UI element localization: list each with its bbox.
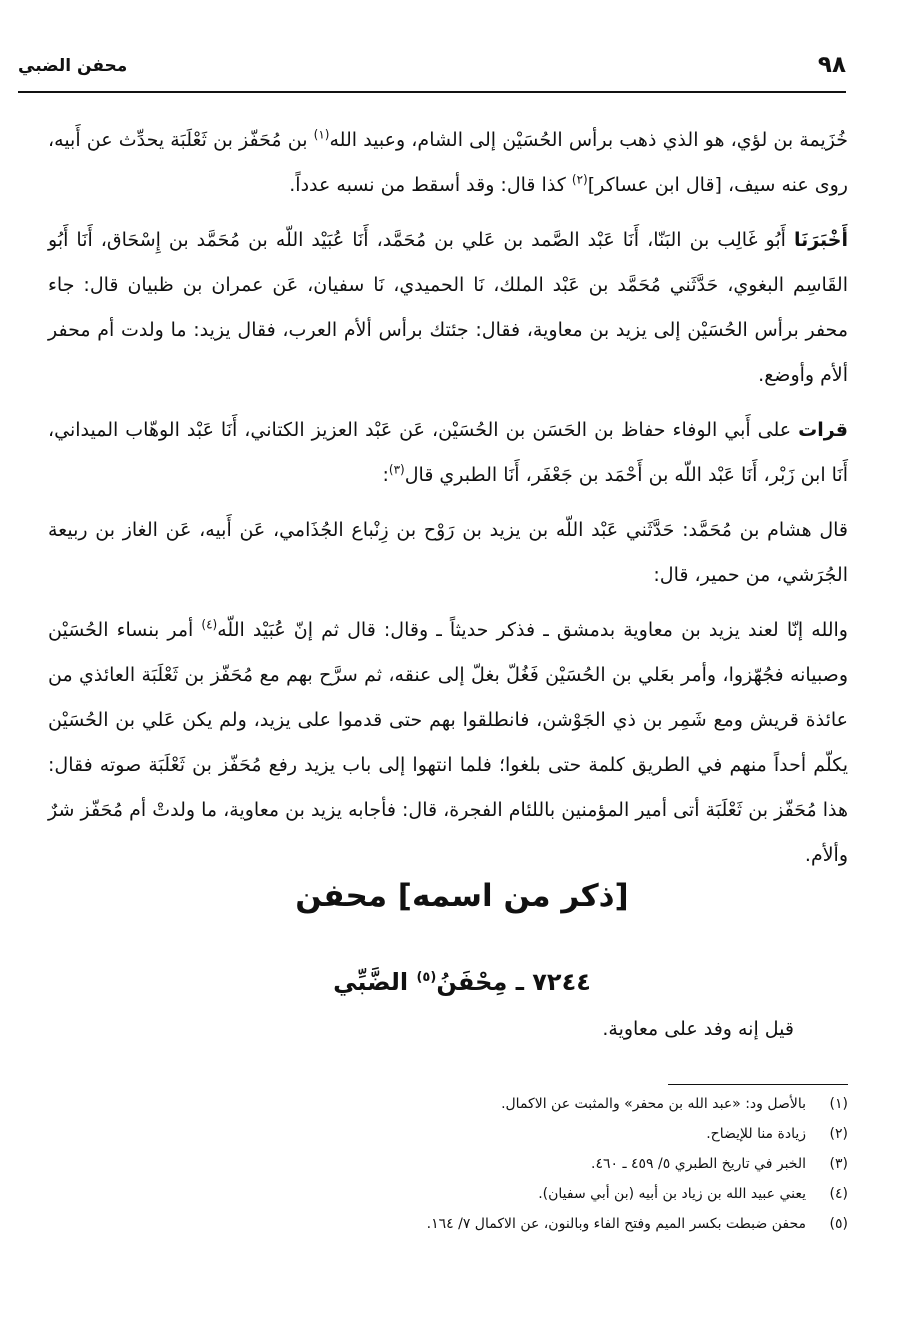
header-rule (18, 91, 846, 93)
footnote-marker: (١) (313, 127, 330, 142)
footnote-number: (٤) (829, 1186, 848, 1202)
entry-number: ٧٢٤٤ ـ مِحْفَنُ (436, 968, 591, 996)
isnad-keyword: أَخْبَرَنَا (793, 229, 848, 251)
footnote (48, 1126, 848, 1156)
paragraph-text: : (382, 464, 389, 486)
page-header (18, 48, 846, 88)
footnote-text: بالأصل ود: «عبد الله بن محفر» والمثبت عن الاكمال. (501, 1096, 806, 1112)
paragraph-text: خُزَيمة بن لؤي، هو الذي ذهب برأس الحُسَيْن إلى الشام، وعبيد الله (329, 129, 848, 151)
paragraph (48, 508, 848, 598)
footnote-rule (668, 1084, 848, 1085)
body-text (48, 118, 848, 888)
footnote (48, 1186, 848, 1216)
paragraph-text: والله إنّا لعند يزيد بن معاوية بدمشق ـ فذكر حديثاً ـ وقال: قال ثم إنّ عُبَيْد اللّه (217, 619, 848, 641)
page-number: ٩٨ (817, 52, 846, 78)
paragraph-text: كذا قال: وقد أسقط من نسبه عدداً. (289, 174, 572, 196)
entry-heading (100, 968, 824, 996)
footnote-text: الخبر في تاريخ الطبري ٥/ ٤٥٩ ـ ٤٦٠. (590, 1156, 806, 1172)
paragraph-text: على أَبي الوفاء حفاظ بن الحَسَن بن الحُسَيْن، عَن عَبْد العزيز الكتاني، أَنَا عَبْد الوهّاب الميداني، أَنَا ابن زَبْر، أَنَا عَبْد اللّه بن أَحْمَد بن جَعْفَر، أَنَا الطبري قال (48, 419, 848, 486)
footnote-marker: (٢) (571, 172, 588, 187)
paragraph-text: أَبُو غَالِب بن البَنّا، أَنَا عَبْد الصَّمد بن عَلي بن مُحَمَّد، أَنَا عُبَيْد اللّه بن مُحَمَّد بن إِسْحَاق، أَنَا أَبُو القَاسِم البغوي، حَدَّثَني مُحَمَّد بن عَبْد الملك، نَا الحميدي، نَا سفيان، عَن عمران بن ظبيان قال: جاء محفر برأس الحُسَيْن إلى يزيد بن معاوية، فقال: جئتك برأس ألأم العرب، فقال يزيد: ما ولدت أم محفر ألأم وأوضع. (48, 229, 848, 386)
entry-text: قيل إنه وفد على معاوية. (602, 1018, 794, 1040)
footnote-number: (٥) (829, 1216, 848, 1232)
footnote (48, 1096, 848, 1126)
paragraph-text: أمر بنساء الحُسَيْن وصبيانه فجُهّزوا، وأمر بعَلي بن الحُسَيْن فَغُلّ بغلّ إلى عنقه، ثم سرَّح بهم مع مُحَفّز بن ثَعْلَبَة العائذي من عائذة قريش ومع شَمِر بن ذي الجَوْشن، فانطلقوا بهم حتى قدموا على يزيد، ولم يكن عَلي بن الحُسَيْن يكلّم أحداً منهم في الطريق كلمة حتى بلغوا؛ فلما انتهوا إلى باب يزيد رفع مُحَفّز بن ثَعْلَبَة صوته فقال: هذا مُحَفّز بن ثَعْلَبَة أتى أمير المؤمنين باللئام الفجرة، قال: فأجابه يزيد بن معاوية، ما ولدتْ أم مُحَفّز شرٌ وألأم. (48, 619, 848, 866)
footnote-text: محفن ضبطت بكسر الميم وفتح الفاء وبالنون، عن الاكمال ٧/ ١٦٤. (426, 1216, 806, 1232)
running-title: محفن الضبي (18, 56, 128, 76)
footnote (48, 1216, 848, 1246)
footnote-number: (٢) (829, 1126, 848, 1142)
isnad-keyword: قرات (798, 419, 848, 441)
footnote-number: (١) (829, 1096, 848, 1112)
footnote-text: زيادة منا للإيضاح. (706, 1126, 806, 1142)
paragraph-text: بن مُحَفّز بن ثَعْلَبَة يحدِّث عن أَبيه، روى عنه سيف، [قال ابن عساكر] (48, 129, 848, 196)
footnote (48, 1156, 848, 1186)
section-title: [ذكر من اسمه] محفن (295, 878, 629, 914)
paragraph (48, 608, 848, 878)
paragraph (48, 218, 848, 398)
paragraph (48, 408, 848, 498)
entry-name: الضَّبِّي (333, 968, 417, 996)
footnote-marker: (٤) (201, 617, 218, 632)
footnotes (48, 1096, 848, 1246)
footnote-marker: (٥) (416, 970, 437, 985)
footnote-marker: (٣) (388, 462, 405, 477)
paragraph (48, 118, 848, 208)
footnote-number: (٣) (829, 1156, 848, 1172)
footnote-text: يعني عبيد الله بن زياد بن أبيه (بن أبي سفيان). (538, 1186, 806, 1202)
paragraph-text: قال هشام بن مُحَمَّد: حَدَّثَني عَبْد اللّه بن يزيد بن رَوْح بن زِنْباع الجُذَامي، عَن أَبيه، عَن الغاز بن ربيعة الجُرَشي، من حمير، قال: (48, 519, 848, 586)
